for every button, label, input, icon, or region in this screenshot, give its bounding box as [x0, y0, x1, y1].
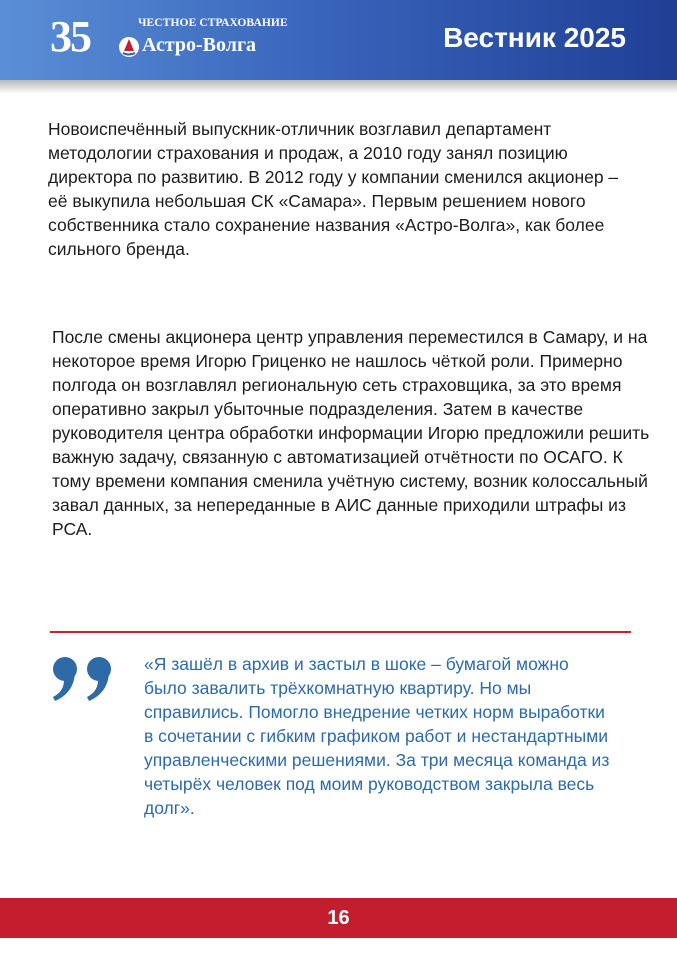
section-divider — [50, 631, 631, 633]
header-bar — [0, 0, 677, 80]
logo-brand-name: Астро-Волга — [142, 34, 257, 56]
body-paragraph-1: Новоиспечённый выпускник-отличник возглавил департамент методологии страхования и продаж, а 2010 году занял позицию директора по развитию. В 2012 году у компании сменился акционер – её выкупила небольшая СК «Самара». Первым решением нового собственника стало сохранение названия «Астро-Волга», как более сильного бренда. — [48, 119, 619, 259]
pull-quote-text: «Я зашёл в архив и застыл в шоке – бумагой можно было завалить трёхкомнатную квартиру. Но мы справились. Помогло внедрение четких норм выработки в сочетании с гибким графиком работ и нестандартными управленческими решениями. За три месяца команда из четырёх человек под моим руководством закрыла весь долг». — [144, 654, 610, 818]
header-shadow-divider — [0, 80, 677, 94]
quote-mark-icon — [50, 656, 116, 702]
body-paragraph-2: После смены акционера центр управления переместился в Самару, и на некоторое время Игорю Гриценко не нашлось чёткой роли. Примерно полгода он возглавлял региональную сеть страховщика, за это время оперативно закрыл убыточные подразделения. Затем в качестве руководителя центра обработки информации Игорю предложили решить важную задачу, связанную с автоматизацией отчётности по ОСАГО. К тому времени компания сменила учётную систему, возник колоссальный завал данных, за непереданные в АИС данные приходили штрафы из РСА. — [52, 327, 650, 539]
footer-bar — [0, 898, 677, 938]
publication-title: Вестник 2025 — [443, 22, 626, 53]
sail-emblem-icon — [118, 36, 140, 58]
page-number: 16 — [327, 907, 350, 929]
logo-tagline: ЧЕСТНОЕ СТРАХОВАНИЕ — [138, 17, 288, 29]
logo-anniversary-number: 35 — [50, 12, 90, 61]
